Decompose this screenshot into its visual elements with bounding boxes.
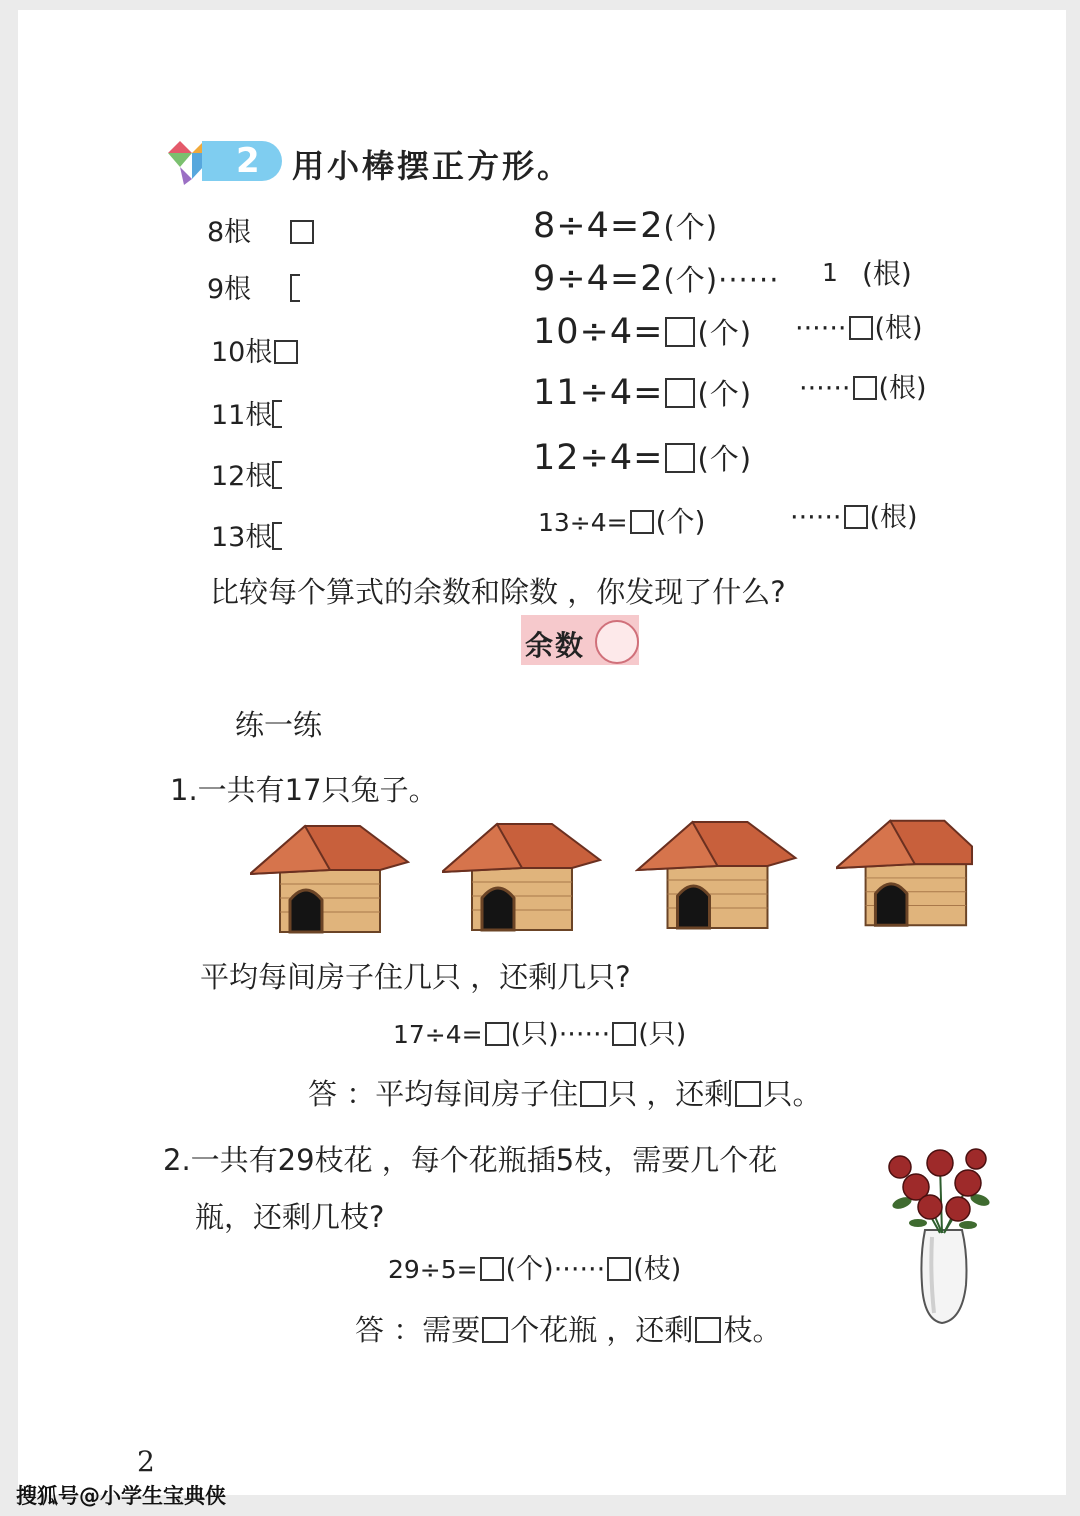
square-drawing-area <box>272 400 282 428</box>
watermark: 搜狐号@小学生宝典侠 <box>16 1484 226 1508</box>
remainder-tag-label: 余数 <box>525 629 586 662</box>
remainder-10 <box>795 306 923 345</box>
stick-label: 11根 <box>211 400 273 431</box>
question-2-equation <box>388 1247 681 1286</box>
question-1: 1.一共有17只兔子。 <box>170 773 438 807</box>
equation-unit: (个) <box>697 377 753 411</box>
equation-unit: (个)······ <box>663 263 780 297</box>
square-drawing-area <box>272 522 282 550</box>
answer-box <box>290 220 314 244</box>
remainder-box <box>612 1022 636 1046</box>
remainder-box <box>853 376 877 400</box>
quotient-box <box>630 510 654 534</box>
stick-row-9 <box>207 267 300 306</box>
answer-text: 只 ，还剩 <box>608 1077 734 1111</box>
equation-unit: (个)······ <box>505 1254 606 1285</box>
dog-house-icon <box>836 816 974 931</box>
remainder-unit: (根) <box>878 373 927 404</box>
square-drawing-area <box>272 461 282 489</box>
remainder-unit: (根) <box>869 502 918 533</box>
answer-text: 枝。 <box>723 1313 782 1347</box>
stick-label: 8根 <box>207 217 252 248</box>
stick-row-11 <box>211 393 282 432</box>
stick-row-10 <box>211 330 300 369</box>
remainder-box <box>844 505 868 529</box>
answer-box <box>482 1317 508 1343</box>
remainder-dots: ······ <box>799 373 851 404</box>
answer-text: 只。 <box>763 1077 822 1111</box>
stick-row-13 <box>211 515 282 554</box>
stick-label: 12根 <box>211 461 273 492</box>
answer-text: 答 ：平均每间房子住 <box>308 1077 579 1111</box>
quotient-box <box>480 1257 504 1281</box>
equation-unit: (个) <box>663 210 719 244</box>
equation-expr: 13÷4= <box>538 508 628 537</box>
stick-label: 13根 <box>211 522 273 553</box>
quotient-box <box>665 378 695 408</box>
equation-expr: 10÷4= <box>533 312 664 352</box>
answer-box <box>735 1081 761 1107</box>
stick-row-12 <box>211 454 282 493</box>
remainder-11 <box>799 366 927 405</box>
equation-expr: 11÷4= <box>533 373 664 413</box>
flower-vase-icon <box>880 1145 995 1330</box>
answer-box <box>274 340 298 364</box>
dog-house-icon <box>250 822 410 937</box>
stick-label: 10根 <box>211 337 273 368</box>
answer-text: 个花瓶 ，还剩 <box>510 1313 694 1347</box>
section-number: 2 <box>236 141 260 181</box>
equation-expr: 12÷4= <box>533 438 664 478</box>
remainder-13 <box>790 495 918 534</box>
section-number-badge <box>202 141 282 181</box>
question-1-equation <box>393 1012 686 1051</box>
practice-heading: 练一练 <box>235 708 323 742</box>
equation-11 <box>533 372 752 413</box>
answer-box <box>580 1081 606 1107</box>
stick-label: 9根 <box>207 274 252 305</box>
remainder-box <box>607 1257 631 1281</box>
dog-house-icon <box>635 818 800 933</box>
quotient-box <box>665 443 695 473</box>
equation-unit: (个) <box>655 505 706 538</box>
equation-9 <box>533 258 779 299</box>
page-number: 2 <box>137 1445 155 1478</box>
square-drawing-area <box>290 274 300 302</box>
stick-row-8 <box>207 210 316 249</box>
equation-unit: (只) <box>638 1019 687 1050</box>
equation-13 <box>538 500 705 540</box>
remainder-box <box>849 316 873 340</box>
compare-question: 比较每个算式的余数和除数 ，你发现了什么? <box>210 575 786 609</box>
answer-text: 答 ：需要 <box>355 1313 481 1347</box>
equation-8 <box>533 205 718 246</box>
remainder-tag <box>521 615 639 665</box>
equation-expr: 8÷4=2 <box>533 206 664 246</box>
equation-unit: (只)······ <box>510 1019 611 1050</box>
equation-expr: 9÷4=2 <box>533 259 664 299</box>
equation-unit: (个) <box>697 442 753 476</box>
remainder-dots: ······ <box>795 313 847 344</box>
remainder-unit: (根) <box>874 313 923 344</box>
question-2-answer <box>355 1308 781 1349</box>
dog-house-icon <box>442 820 602 935</box>
equation-expr: 29÷5= <box>388 1255 478 1284</box>
question-2-line-2: 瓶，还剩几枝? <box>195 1200 385 1234</box>
equation-10 <box>533 311 752 352</box>
quotient-box <box>665 317 695 347</box>
question-1-prompt: 平均每间房子住几只 ，还剩几只? <box>200 960 631 994</box>
equation-unit: (个) <box>697 316 753 350</box>
remainder-value-9: 1 <box>822 258 838 287</box>
remainder-dots: ······ <box>790 502 842 533</box>
comparison-circle <box>595 620 639 664</box>
section-title: 用小棒摆正方形。 <box>292 147 573 185</box>
equation-expr: 17÷4= <box>393 1020 483 1049</box>
question-2-line-1: 2.一共有29枝花 ，每个花瓶插5枝，需要几个花 <box>163 1143 778 1177</box>
equation-unit: (枝) <box>633 1254 682 1285</box>
quotient-box <box>485 1022 509 1046</box>
equation-12 <box>533 437 752 478</box>
remainder-unit-9: (根) <box>862 257 912 290</box>
question-1-answer <box>308 1072 821 1113</box>
answer-box <box>695 1317 721 1343</box>
